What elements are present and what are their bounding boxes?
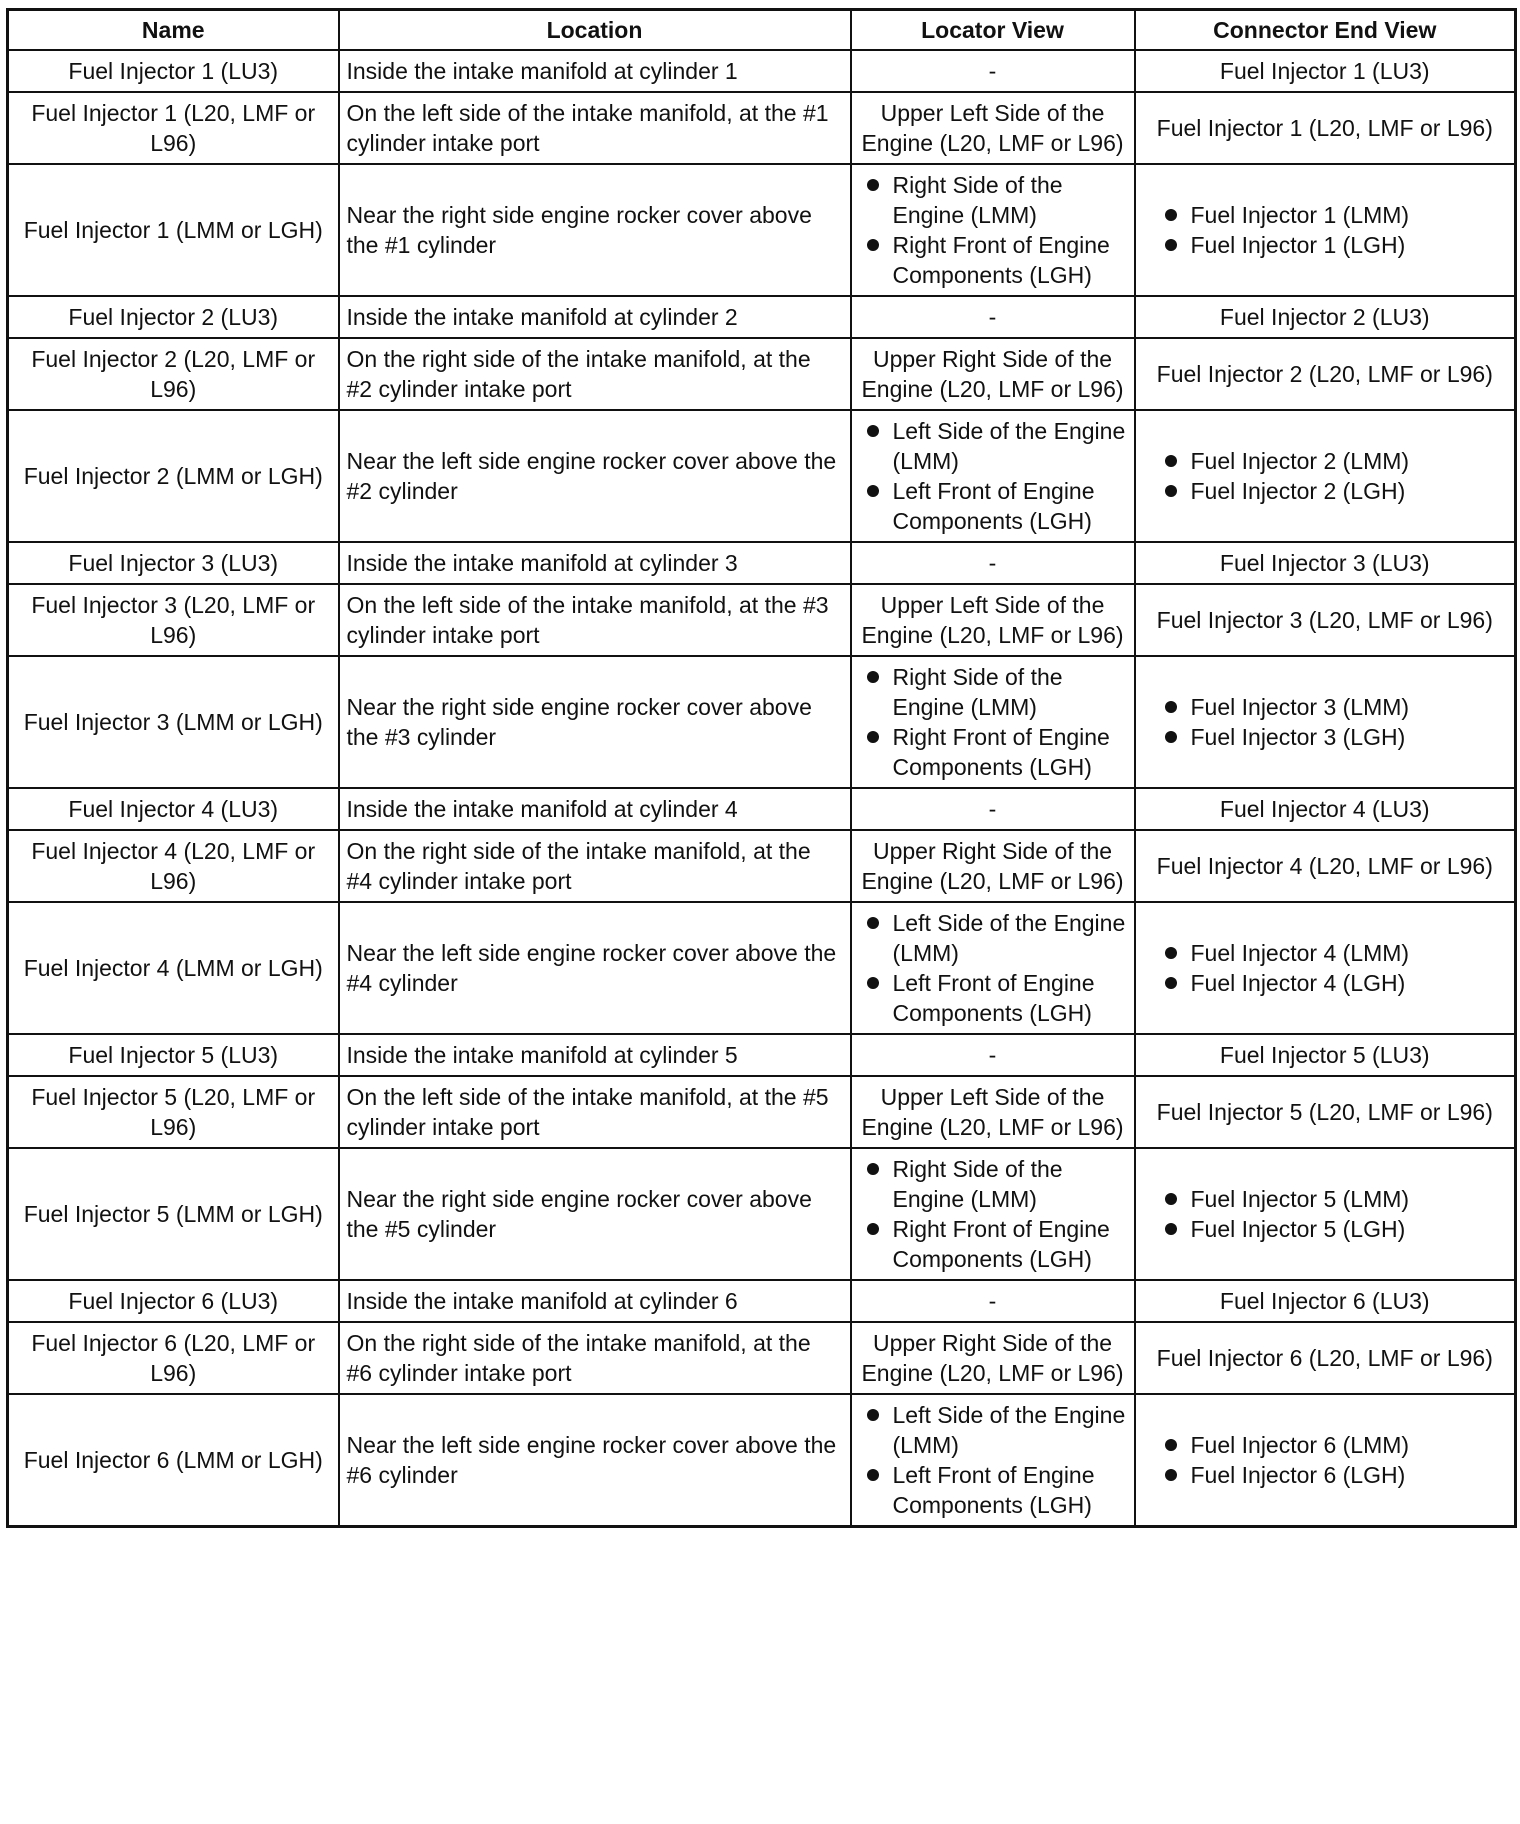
- bullet-item: Right Front of Engine Components (LGH): [859, 1214, 1127, 1274]
- table-row: [8, 830, 1516, 902]
- bullet-item: Fuel Injector 2 (LMM): [1143, 446, 1508, 476]
- cell-locator-view: [851, 410, 1135, 542]
- cell-connector-end-view: [1135, 1148, 1516, 1280]
- cell-name: Fuel Injector 4 (LMM or LGH): [8, 902, 339, 1034]
- table-row: [8, 410, 1516, 542]
- cell-locator-view: [851, 164, 1135, 296]
- cell-location: On the right side of the intake manifold, at the #4 cylinder intake port: [339, 830, 851, 902]
- cell-connector-end-view: [1135, 164, 1516, 296]
- bullet-item: Fuel Injector 6 (LMM): [1143, 1430, 1508, 1460]
- cell-connector-end-view: Fuel Injector 6 (LU3): [1135, 1280, 1516, 1322]
- cell-location: On the right side of the intake manifold, at the #2 cylinder intake port: [339, 338, 851, 410]
- cell-connector-end-view: [1135, 410, 1516, 542]
- cell-location: On the left side of the intake manifold, at the #5 cylinder intake port: [339, 1076, 851, 1148]
- bullet-item: Fuel Injector 1 (LGH): [1143, 230, 1508, 260]
- bullet-item: Left Front of Engine Components (LGH): [859, 476, 1127, 536]
- header-locator-view: Locator View: [851, 10, 1135, 51]
- cell-name: Fuel Injector 1 (LU3): [8, 50, 339, 92]
- cell-location: Near the left side engine rocker cover above the #4 cylinder: [339, 902, 851, 1034]
- cell-locator-view: [851, 1394, 1135, 1527]
- cell-location: Inside the intake manifold at cylinder 4: [339, 788, 851, 830]
- cell-locator-view: -: [851, 788, 1135, 830]
- cell-name: Fuel Injector 6 (LMM or LGH): [8, 1394, 339, 1527]
- bullet-item: Fuel Injector 3 (LMM): [1143, 692, 1508, 722]
- cell-connector-end-view: [1135, 656, 1516, 788]
- table-row: [8, 788, 1516, 830]
- bullet-item: Left Front of Engine Components (LGH): [859, 1460, 1127, 1520]
- table-header-row: [8, 10, 1516, 51]
- cell-connector-end-view: Fuel Injector 4 (L20, LMF or L96): [1135, 830, 1516, 902]
- bullet-list: [1143, 1184, 1508, 1244]
- table-row: [8, 584, 1516, 656]
- cell-location: Inside the intake manifold at cylinder 2: [339, 296, 851, 338]
- cell-location: Near the right side engine rocker cover above the #5 cylinder: [339, 1148, 851, 1280]
- bullet-list: [1143, 1430, 1508, 1490]
- cell-name: Fuel Injector 1 (L20, LMF or L96): [8, 92, 339, 164]
- bullet-list: [1143, 938, 1508, 998]
- cell-connector-end-view: Fuel Injector 2 (LU3): [1135, 296, 1516, 338]
- cell-location: Near the right side engine rocker cover above the #1 cylinder: [339, 164, 851, 296]
- cell-connector-end-view: Fuel Injector 2 (L20, LMF or L96): [1135, 338, 1516, 410]
- cell-connector-end-view: Fuel Injector 3 (L20, LMF or L96): [1135, 584, 1516, 656]
- cell-connector-end-view: Fuel Injector 5 (LU3): [1135, 1034, 1516, 1076]
- header-connector-end-view: Connector End View: [1135, 10, 1516, 51]
- cell-location: Inside the intake manifold at cylinder 1: [339, 50, 851, 92]
- cell-locator-view: -: [851, 296, 1135, 338]
- cell-locator-view: -: [851, 1280, 1135, 1322]
- cell-location: Near the left side engine rocker cover above the #6 cylinder: [339, 1394, 851, 1527]
- table-row: [8, 1034, 1516, 1076]
- cell-locator-view: -: [851, 50, 1135, 92]
- cell-locator-view: Upper Left Side of the Engine (L20, LMF or L96): [851, 584, 1135, 656]
- cell-connector-end-view: [1135, 902, 1516, 1034]
- cell-name: Fuel Injector 3 (LMM or LGH): [8, 656, 339, 788]
- bullet-item: Right Side of the Engine (LMM): [859, 1154, 1127, 1214]
- cell-locator-view: Upper Right Side of the Engine (L20, LMF or L96): [851, 338, 1135, 410]
- bullet-item: Fuel Injector 2 (LGH): [1143, 476, 1508, 506]
- bullet-item: Fuel Injector 4 (LGH): [1143, 968, 1508, 998]
- table-row: [8, 338, 1516, 410]
- table-row: [8, 1148, 1516, 1280]
- cell-connector-end-view: Fuel Injector 1 (LU3): [1135, 50, 1516, 92]
- bullet-list: [859, 1154, 1127, 1274]
- cell-location: On the left side of the intake manifold, at the #3 cylinder intake port: [339, 584, 851, 656]
- cell-connector-end-view: Fuel Injector 3 (LU3): [1135, 542, 1516, 584]
- table-row: [8, 92, 1516, 164]
- cell-name: Fuel Injector 6 (L20, LMF or L96): [8, 1322, 339, 1394]
- cell-location: Inside the intake manifold at cylinder 6: [339, 1280, 851, 1322]
- bullet-list: [859, 662, 1127, 782]
- cell-name: Fuel Injector 4 (L20, LMF or L96): [8, 830, 339, 902]
- bullet-list: [859, 416, 1127, 536]
- cell-name: Fuel Injector 1 (LMM or LGH): [8, 164, 339, 296]
- bullet-item: Fuel Injector 5 (LMM): [1143, 1184, 1508, 1214]
- table-row: [8, 50, 1516, 92]
- bullet-item: Fuel Injector 5 (LGH): [1143, 1214, 1508, 1244]
- table-container: [6, 8, 1514, 1528]
- cell-location: Inside the intake manifold at cylinder 3: [339, 542, 851, 584]
- table-row: [8, 1076, 1516, 1148]
- bullet-list: [859, 1400, 1127, 1520]
- bullet-item: Left Side of the Engine (LMM): [859, 908, 1127, 968]
- cell-location: Near the left side engine rocker cover above the #2 cylinder: [339, 410, 851, 542]
- bullet-item: Right Side of the Engine (LMM): [859, 170, 1127, 230]
- cell-locator-view: Upper Left Side of the Engine (L20, LMF or L96): [851, 1076, 1135, 1148]
- cell-name: Fuel Injector 5 (LMM or LGH): [8, 1148, 339, 1280]
- header-name: Name: [8, 10, 339, 51]
- cell-locator-view: -: [851, 542, 1135, 584]
- cell-name: Fuel Injector 5 (LU3): [8, 1034, 339, 1076]
- cell-location: Inside the intake manifold at cylinder 5: [339, 1034, 851, 1076]
- cell-name: Fuel Injector 4 (LU3): [8, 788, 339, 830]
- bullet-item: Fuel Injector 6 (LGH): [1143, 1460, 1508, 1490]
- cell-name: Fuel Injector 5 (L20, LMF or L96): [8, 1076, 339, 1148]
- table-row: [8, 902, 1516, 1034]
- cell-connector-end-view: [1135, 1394, 1516, 1527]
- table-row: [8, 164, 1516, 296]
- cell-connector-end-view: Fuel Injector 6 (L20, LMF or L96): [1135, 1322, 1516, 1394]
- cell-locator-view: [851, 902, 1135, 1034]
- bullet-item: Fuel Injector 3 (LGH): [1143, 722, 1508, 752]
- cell-locator-view: -: [851, 1034, 1135, 1076]
- bullet-list: [859, 908, 1127, 1028]
- injector-locations-table: [6, 8, 1517, 1528]
- table-row: [8, 1280, 1516, 1322]
- cell-location: On the right side of the intake manifold, at the #6 cylinder intake port: [339, 1322, 851, 1394]
- cell-name: Fuel Injector 2 (L20, LMF or L96): [8, 338, 339, 410]
- bullet-item: Left Front of Engine Components (LGH): [859, 968, 1127, 1028]
- cell-name: Fuel Injector 3 (LU3): [8, 542, 339, 584]
- cell-connector-end-view: Fuel Injector 4 (LU3): [1135, 788, 1516, 830]
- table-body: [8, 50, 1516, 1527]
- cell-locator-view: [851, 656, 1135, 788]
- cell-name: Fuel Injector 6 (LU3): [8, 1280, 339, 1322]
- table-row: [8, 296, 1516, 338]
- bullet-list: [1143, 446, 1508, 506]
- cell-connector-end-view: Fuel Injector 1 (L20, LMF or L96): [1135, 92, 1516, 164]
- bullet-list: [1143, 200, 1508, 260]
- bullet-item: Fuel Injector 4 (LMM): [1143, 938, 1508, 968]
- cell-locator-view: [851, 1148, 1135, 1280]
- bullet-list: [1143, 692, 1508, 752]
- header-location: Location: [339, 10, 851, 51]
- cell-locator-view: Upper Right Side of the Engine (L20, LMF or L96): [851, 830, 1135, 902]
- table-row: [8, 656, 1516, 788]
- bullet-item: Right Front of Engine Components (LGH): [859, 722, 1127, 782]
- bullet-list: [859, 170, 1127, 290]
- cell-locator-view: Upper Left Side of the Engine (L20, LMF or L96): [851, 92, 1135, 164]
- table-row: [8, 1322, 1516, 1394]
- cell-location: Near the right side engine rocker cover above the #3 cylinder: [339, 656, 851, 788]
- cell-name: Fuel Injector 2 (LMM or LGH): [8, 410, 339, 542]
- cell-name: Fuel Injector 3 (L20, LMF or L96): [8, 584, 339, 656]
- cell-location: On the left side of the intake manifold, at the #1 cylinder intake port: [339, 92, 851, 164]
- bullet-item: Right Front of Engine Components (LGH): [859, 230, 1127, 290]
- table-row: [8, 1394, 1516, 1527]
- bullet-item: Right Side of the Engine (LMM): [859, 662, 1127, 722]
- cell-name: Fuel Injector 2 (LU3): [8, 296, 339, 338]
- bullet-item: Left Side of the Engine (LMM): [859, 1400, 1127, 1460]
- cell-locator-view: Upper Right Side of the Engine (L20, LMF or L96): [851, 1322, 1135, 1394]
- bullet-item: Fuel Injector 1 (LMM): [1143, 200, 1508, 230]
- table-row: [8, 542, 1516, 584]
- bullet-item: Left Side of the Engine (LMM): [859, 416, 1127, 476]
- cell-connector-end-view: Fuel Injector 5 (L20, LMF or L96): [1135, 1076, 1516, 1148]
